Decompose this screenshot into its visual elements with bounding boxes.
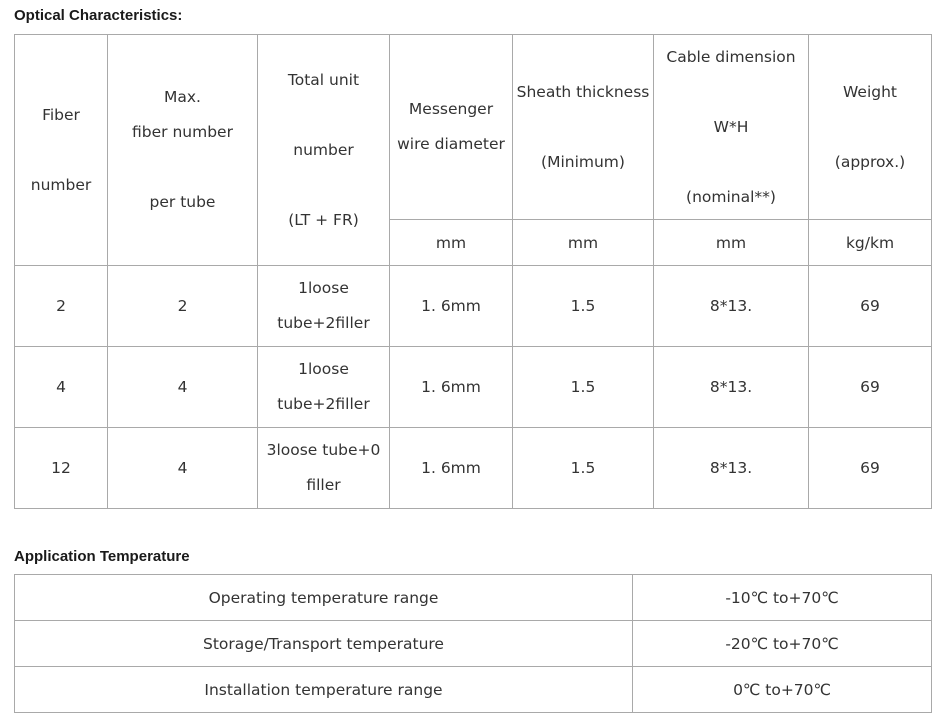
cell-sheath: 1.5 xyxy=(513,347,654,428)
cell-text: tube+2filler xyxy=(277,314,370,332)
cell-text: 1loose xyxy=(298,360,349,378)
cell-text: 1loose xyxy=(298,279,349,297)
cell-max-per-tube: 4 xyxy=(108,347,258,428)
header-messenger-wire-diameter xyxy=(390,35,513,220)
header-text: (LT + FR) xyxy=(288,210,359,229)
header-spacer xyxy=(868,110,873,145)
cell-messenger: 1. 6mm xyxy=(390,428,513,509)
header-text: per tube xyxy=(149,193,216,211)
cell-max-per-tube: 4 xyxy=(108,428,258,509)
temp-label: Storage/Transport temperature xyxy=(15,621,633,667)
table-header-row xyxy=(15,35,932,220)
unit-sheath: mm xyxy=(513,220,654,266)
header-spacer xyxy=(729,75,734,110)
cell-total-unit xyxy=(258,428,390,509)
header-text: Max. xyxy=(164,88,201,106)
header-text: Sheath thickness xyxy=(516,82,650,101)
temp-value: 0℃ to+70℃ xyxy=(633,667,932,713)
header-text: number xyxy=(30,175,92,194)
table-row xyxy=(15,347,932,428)
cell-cable: 8*13. xyxy=(654,266,809,347)
cell-text: tube+2filler xyxy=(277,395,370,413)
header-text: Fiber xyxy=(42,105,80,124)
header-text: Weight xyxy=(842,82,897,101)
header-text: fiber number xyxy=(132,123,233,141)
header-text: Total unit xyxy=(287,70,360,89)
cell-cable: 8*13. xyxy=(654,428,809,509)
header-text: Cable dimension xyxy=(666,47,796,66)
header-weight xyxy=(809,35,932,220)
header-cable-dimension xyxy=(654,35,809,220)
application-temperature-title: Application Temperature xyxy=(14,548,190,565)
cell-max-per-tube: 2 xyxy=(108,266,258,347)
cell-sheath: 1.5 xyxy=(513,428,654,509)
cell-cable: 8*13. xyxy=(654,347,809,428)
application-temperature-table xyxy=(14,574,932,713)
cell-sheath: 1.5 xyxy=(513,266,654,347)
header-spacer xyxy=(581,110,586,145)
cell-messenger: 1. 6mm xyxy=(390,266,513,347)
table-row xyxy=(15,667,932,713)
cell-total-unit xyxy=(258,266,390,347)
temp-label: Installation temperature range xyxy=(15,667,633,713)
temp-value: -20℃ to+70℃ xyxy=(633,621,932,667)
optical-characteristics-title: Optical Characteristics: xyxy=(14,7,183,24)
header-spacer xyxy=(729,145,734,180)
cell-weight: 69 xyxy=(809,266,932,347)
temp-value: -10℃ to+70℃ xyxy=(633,575,932,621)
header-spacer xyxy=(321,168,326,203)
cell-total-unit xyxy=(258,347,390,428)
header-total-unit-number xyxy=(258,35,390,266)
cell-messenger: 1. 6mm xyxy=(390,347,513,428)
table-row xyxy=(15,266,932,347)
header-text: (Minimum) xyxy=(541,152,625,171)
header-text: (nominal**) xyxy=(686,187,776,206)
unit-cable: mm xyxy=(654,220,809,266)
cell-text: filler xyxy=(306,476,341,494)
header-text: W*H xyxy=(713,117,749,136)
header-text: Messenger xyxy=(408,100,494,118)
unit-weight: kg/km xyxy=(809,220,932,266)
table-row xyxy=(15,621,932,667)
header-text: number xyxy=(293,140,354,159)
header-spacer xyxy=(180,150,185,185)
cell-weight: 69 xyxy=(809,428,932,509)
header-spacer xyxy=(59,133,64,168)
cell-text: 3loose tube+0 xyxy=(266,441,381,459)
header-text: (approx.) xyxy=(834,152,906,171)
cell-weight: 69 xyxy=(809,347,932,428)
unit-messenger: mm xyxy=(390,220,513,266)
table-row xyxy=(15,428,932,509)
cell-fiber: 12 xyxy=(15,428,108,509)
header-sheath-thickness xyxy=(513,35,654,220)
cell-fiber: 2 xyxy=(15,266,108,347)
header-max-fiber-per-tube xyxy=(108,35,258,266)
header-fiber-number xyxy=(15,35,108,266)
cell-fiber: 4 xyxy=(15,347,108,428)
table-row xyxy=(15,575,932,621)
header-text: wire diameter xyxy=(397,135,505,153)
header-spacer xyxy=(321,98,326,133)
temp-label: Operating temperature range xyxy=(15,575,633,621)
optical-characteristics-table xyxy=(14,34,932,509)
